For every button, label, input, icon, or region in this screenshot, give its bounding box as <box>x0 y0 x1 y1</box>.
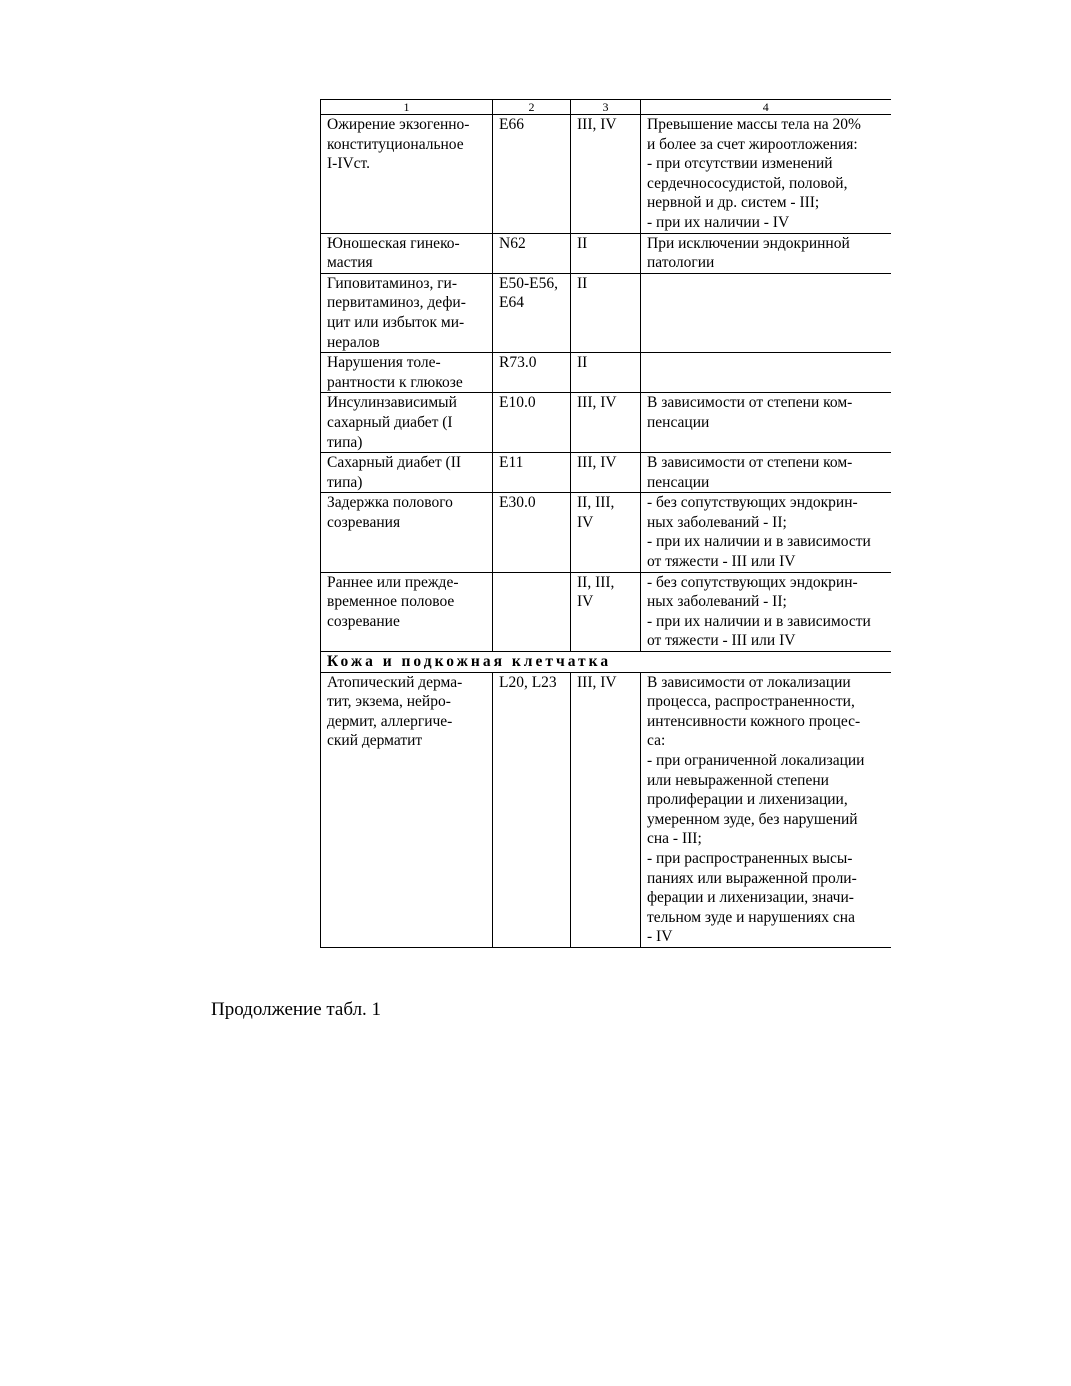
group-cell: II, III, IV <box>571 572 641 651</box>
notes-cell: В зависимости от степени ком- пенсации <box>641 453 891 493</box>
disease-cell: Гиповитаминоз, ги- первитаминоз, дефи- цит или избыток ми- нералов <box>321 273 493 352</box>
disease-cell: Нарушения толе- рантности к глюкозе <box>321 353 493 393</box>
code-cell: E10.0 <box>493 393 571 453</box>
disease-cell: Сахарный диабет (II типа) <box>321 453 493 493</box>
code-cell: N62 <box>493 233 571 273</box>
disease-cell: Атопический дерма- тит, экзема, нейро- дермит, аллергиче- ский дерматит <box>321 672 493 947</box>
section-header-row <box>321 652 891 673</box>
notes-cell <box>641 273 891 352</box>
group-cell: III, IV <box>571 393 641 453</box>
group-cell: II <box>571 353 641 393</box>
code-cell <box>493 572 571 651</box>
notes-cell: Превышение массы тела на 20% и более за счет жироотложения: - при отсутствии изменений сердечнососудистой, половой, нервной и др. систем - III; - при их наличии - IV <box>641 115 891 234</box>
disease-cell: Задержка полового созревания <box>321 493 493 572</box>
table-continuation-caption: Продолжение табл. 1 <box>211 999 382 1020</box>
disease-table-container <box>320 99 890 948</box>
group-cell: II <box>571 273 641 352</box>
column-header: 2 <box>493 100 571 115</box>
section-title: Кожа и подкожная клетчатка <box>321 652 891 673</box>
column-header: 3 <box>571 100 641 115</box>
notes-cell: В зависимости от степени ком- пенсации <box>641 393 891 453</box>
column-header: 1 <box>321 100 493 115</box>
notes-cell: При исключении эндокринной патологии <box>641 233 891 273</box>
disease-cell: Юношеская гинеко- мастия <box>321 233 493 273</box>
group-cell: II, III, IV <box>571 493 641 572</box>
code-cell: L20, L23 <box>493 672 571 947</box>
code-cell: R73.0 <box>493 353 571 393</box>
table-row <box>321 273 891 352</box>
table-row <box>321 493 891 572</box>
table-header-row <box>321 100 891 115</box>
table-row <box>321 572 891 651</box>
group-cell: III, IV <box>571 672 641 947</box>
group-cell: II <box>571 233 641 273</box>
code-cell: E30.0 <box>493 493 571 572</box>
table-row <box>321 353 891 393</box>
code-cell: E66 <box>493 115 571 234</box>
notes-cell: В зависимости от локализации процесса, распространенности, интенсивности кожного процес- са: - при ограниченной локализации или невыраженной степени пролиферации и лихенизации, умеренном зуде, без нарушений сна - III; - при распространенных высы- паниях или выраженной проли- ферации и лихенизации, значи- тельном зуде и нарушениях сна - IV <box>641 672 891 947</box>
column-header: 4 <box>641 100 891 115</box>
notes-cell: - без сопутствующих эндокрин- ных заболеваний - II; - при их наличии и в зависимости от тяжести - III или IV <box>641 572 891 651</box>
table-row <box>321 393 891 453</box>
disease-table <box>320 99 891 948</box>
table-row <box>321 453 891 493</box>
code-cell: E50-E56, E64 <box>493 273 571 352</box>
disease-cell: Инсулинзависимый сахарный диабет (I типа) <box>321 393 493 453</box>
notes-cell: - без сопутствующих эндокрин- ных заболеваний - II; - при их наличии и в зависимости от тяжести - III или IV <box>641 493 891 572</box>
disease-cell: Ожирение экзогенно- конституциональное I-IVст. <box>321 115 493 234</box>
table-row <box>321 672 891 947</box>
notes-cell <box>641 353 891 393</box>
table-row <box>321 233 891 273</box>
group-cell: III, IV <box>571 115 641 234</box>
group-cell: III, IV <box>571 453 641 493</box>
table-row <box>321 115 891 234</box>
disease-cell: Раннее или прежде- временное половое созревание <box>321 572 493 651</box>
code-cell: E11 <box>493 453 571 493</box>
